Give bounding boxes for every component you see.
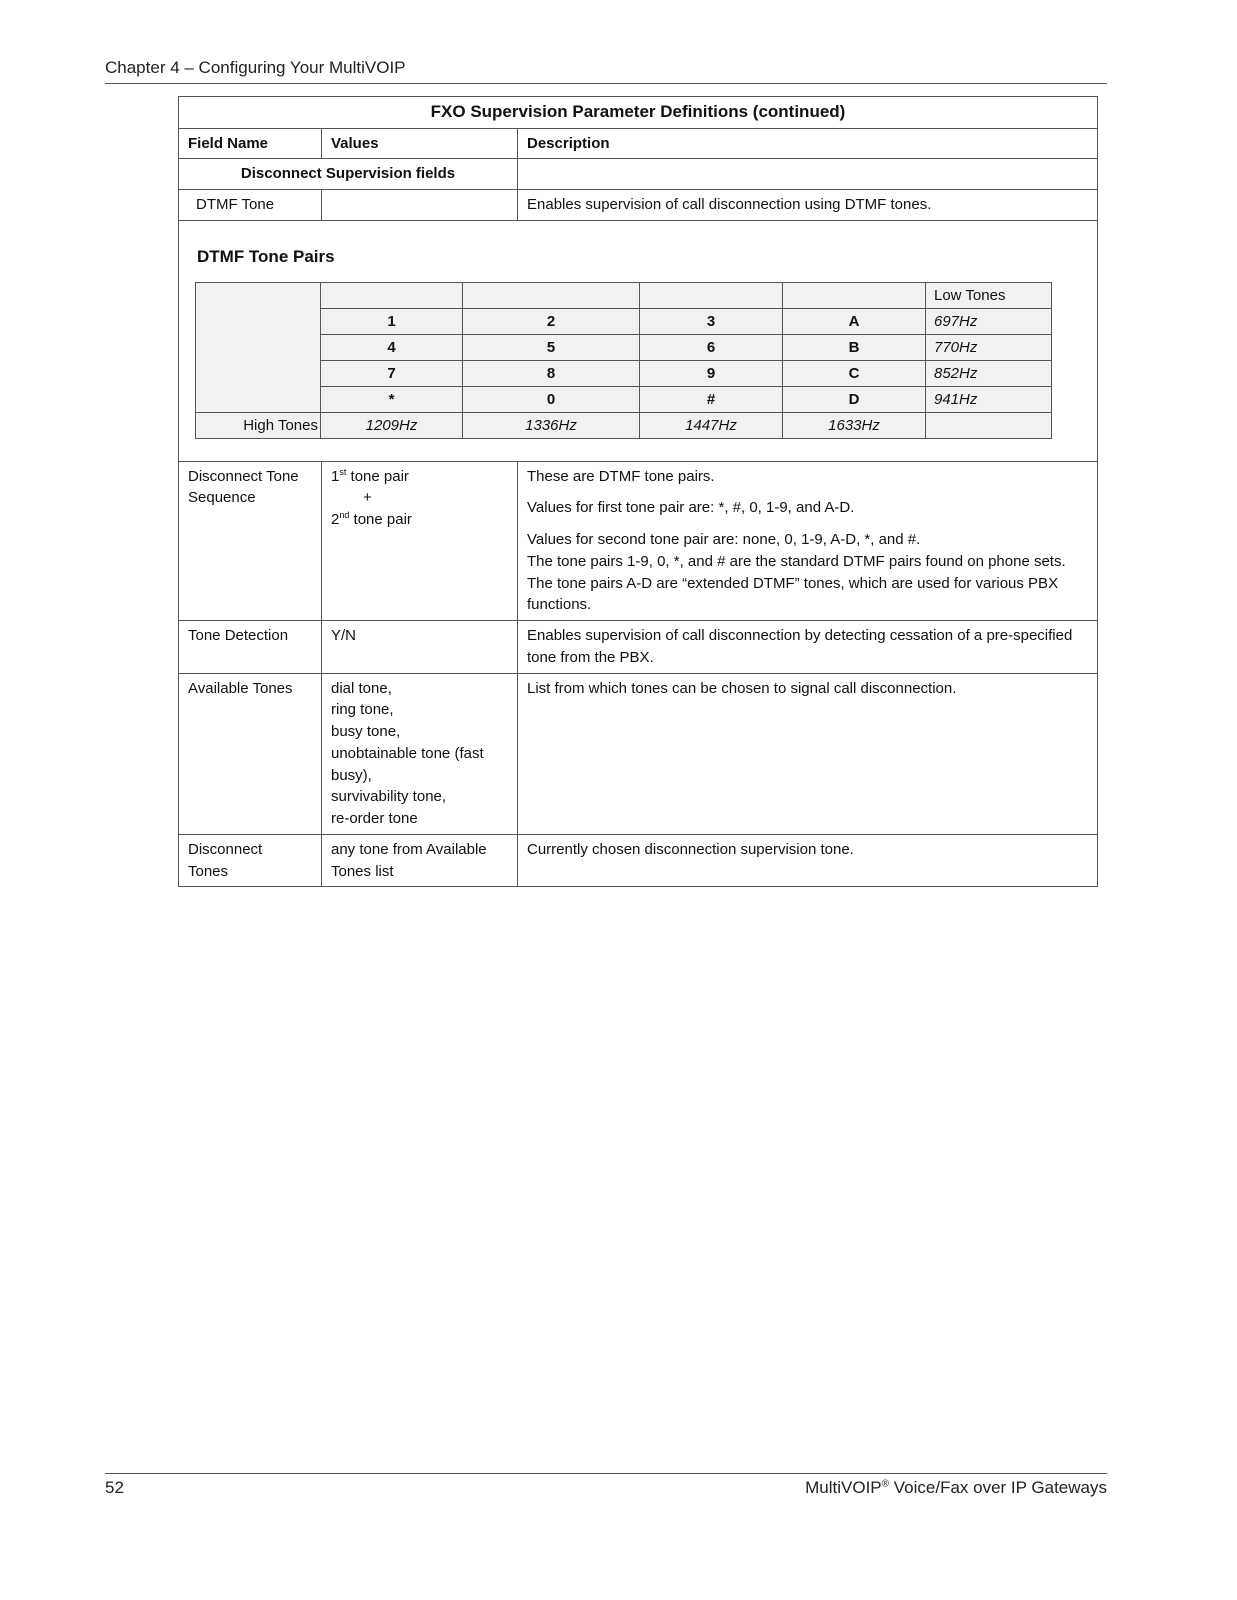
desc-tone-sequence xyxy=(518,461,1098,621)
tone-key: B xyxy=(783,334,926,360)
value-available-tones xyxy=(322,673,518,834)
value-line: any tone from Available xyxy=(331,840,487,858)
tone-option: dial tone, xyxy=(331,679,392,697)
field-line: Disconnect Tone xyxy=(188,467,299,485)
dtmf-pairs-row xyxy=(179,220,1098,461)
tone-option: busy tone, xyxy=(331,723,401,741)
page-number: 52 xyxy=(105,1478,124,1497)
column-header-row xyxy=(179,128,1098,159)
field-line: Sequence xyxy=(188,489,256,507)
high-tones-empty xyxy=(926,412,1052,438)
tone-header-empty xyxy=(321,282,463,308)
high-tone-frequency: 1633Hz xyxy=(783,412,926,438)
desc-disconnect-tones: Currently chosen disconnection supervision tone. xyxy=(518,834,1098,887)
field-line: Disconnect xyxy=(188,840,263,858)
plus-sign: + xyxy=(363,489,372,507)
dtmf-pairs-cell xyxy=(179,220,1098,461)
product-name xyxy=(805,1478,1107,1498)
tone-header-row xyxy=(196,282,1052,308)
ordinal-suffix: nd xyxy=(339,510,350,521)
section-title: Disconnect Supervision fields xyxy=(179,159,518,190)
field-dtmf-tone: DTMF Tone xyxy=(179,190,322,221)
tone-key: 7 xyxy=(321,360,463,386)
tone-option: survivability tone, xyxy=(331,788,447,806)
tone-option: re-order tone xyxy=(331,810,418,828)
desc-line: Values for second tone pair are: none, 0, 1-9, A-D, *, and #. xyxy=(527,531,921,549)
table-row-available-tones xyxy=(179,673,1098,834)
tone-row xyxy=(196,308,1052,334)
high-tones-row xyxy=(196,412,1052,438)
desc-tone-detection: Enables supervision of call disconnection by detecting cessation of a pre-specified tone from the PBX. xyxy=(518,621,1098,674)
desc-paragraph xyxy=(527,529,1088,616)
value-tone-sequence xyxy=(322,461,518,621)
tone-key: 5 xyxy=(463,334,640,360)
dtmf-pairs-title: DTMF Tone Pairs xyxy=(197,246,335,266)
tone-key: C xyxy=(783,360,926,386)
page-footer xyxy=(105,1473,1107,1498)
product-tagline: Voice/Fax over IP Gateways xyxy=(889,1478,1107,1497)
value-dtmf-tone xyxy=(322,190,518,221)
table-row-disconnect-tones xyxy=(179,834,1098,887)
desc-paragraph: These are DTMF tone pairs. xyxy=(527,467,715,485)
field-available-tones: Available Tones xyxy=(179,673,322,834)
tone-key: # xyxy=(640,386,783,412)
tone-key: 2 xyxy=(463,308,640,334)
low-tone-frequency: 697Hz xyxy=(926,308,1052,334)
dtmf-tone-grid xyxy=(195,282,1052,439)
tone-pair-text: tone pair xyxy=(349,511,412,529)
field-tone-sequence xyxy=(179,461,322,621)
tone-key: 9 xyxy=(640,360,783,386)
tone-key: A xyxy=(783,308,926,334)
tone-corner-cell xyxy=(196,282,321,412)
first-tone-pair xyxy=(331,466,508,488)
value-tone-detection: Y/N xyxy=(322,621,518,674)
low-tone-frequency: 770Hz xyxy=(926,334,1052,360)
high-tone-frequency: 1209Hz xyxy=(321,412,463,438)
table-title: FXO Supervision Parameter Definitions (continued) xyxy=(179,97,1098,129)
low-tone-frequency: 852Hz xyxy=(926,360,1052,386)
ordinal-number: 2 xyxy=(331,511,340,529)
desc-dtmf-tone: Enables supervision of call disconnection using DTMF tones. xyxy=(518,190,1098,221)
col-header-description: Description xyxy=(518,128,1098,159)
tone-option: unobtainable tone (fast busy), xyxy=(331,744,484,784)
tone-key: 8 xyxy=(463,360,640,386)
tone-row xyxy=(196,386,1052,412)
tone-row xyxy=(196,334,1052,360)
high-tone-frequency: 1336Hz xyxy=(463,412,640,438)
tone-key: 3 xyxy=(640,308,783,334)
tone-key: 1 xyxy=(321,308,463,334)
field-tone-detection: Tone Detection xyxy=(179,621,322,674)
tone-key: * xyxy=(321,386,463,412)
high-tones-label: High Tones xyxy=(196,412,321,438)
tone-key: 0 xyxy=(463,386,640,412)
ordinal-suffix: st xyxy=(339,466,347,477)
field-line: Tones xyxy=(188,862,229,880)
tone-key: D xyxy=(783,386,926,412)
ordinal-number: 1 xyxy=(331,467,340,485)
tone-header-empty xyxy=(640,282,783,308)
section-empty-cell xyxy=(518,159,1098,190)
col-header-field-name: Field Name xyxy=(179,128,322,159)
tone-key: 6 xyxy=(640,334,783,360)
tone-key: 4 xyxy=(321,334,463,360)
registered-mark: ® xyxy=(881,1478,890,1490)
high-tone-frequency: 1447Hz xyxy=(640,412,783,438)
chapter-header: Chapter 4 – Configuring Your MultiVOIP xyxy=(105,58,1107,84)
tone-option: ring tone, xyxy=(331,701,394,719)
tone-row xyxy=(196,360,1052,386)
fxo-supervision-table xyxy=(178,96,1098,887)
product-brand: MultiVOIP xyxy=(805,1478,882,1497)
table-row-dtmf-tone xyxy=(179,190,1098,221)
table-row-tone-detection xyxy=(179,621,1098,674)
value-disconnect-tones xyxy=(322,834,518,887)
table-row-tone-sequence xyxy=(179,461,1098,621)
value-line: Tones list xyxy=(331,862,394,880)
section-row xyxy=(179,159,1098,190)
desc-line: The tone pairs 1-9, 0, *, and # are the standard DTMF pairs found on phone sets. The tone pairs A-D are “extended DTMF” tones, which are used for various PBX functions. xyxy=(527,552,1066,614)
low-tones-label: Low Tones xyxy=(926,282,1052,308)
col-header-values: Values xyxy=(322,128,518,159)
field-disconnect-tones xyxy=(179,834,322,887)
tone-header-empty xyxy=(783,282,926,308)
low-tone-frequency: 941Hz xyxy=(926,386,1052,412)
second-tone-pair xyxy=(331,509,508,531)
tone-header-empty xyxy=(463,282,640,308)
desc-available-tones: List from which tones can be chosen to signal call disconnection. xyxy=(518,673,1098,834)
desc-paragraph: Values for first tone pair are: *, #, 0, 1-9, and A-D. xyxy=(527,499,855,517)
tone-pair-text: tone pair xyxy=(346,467,409,485)
